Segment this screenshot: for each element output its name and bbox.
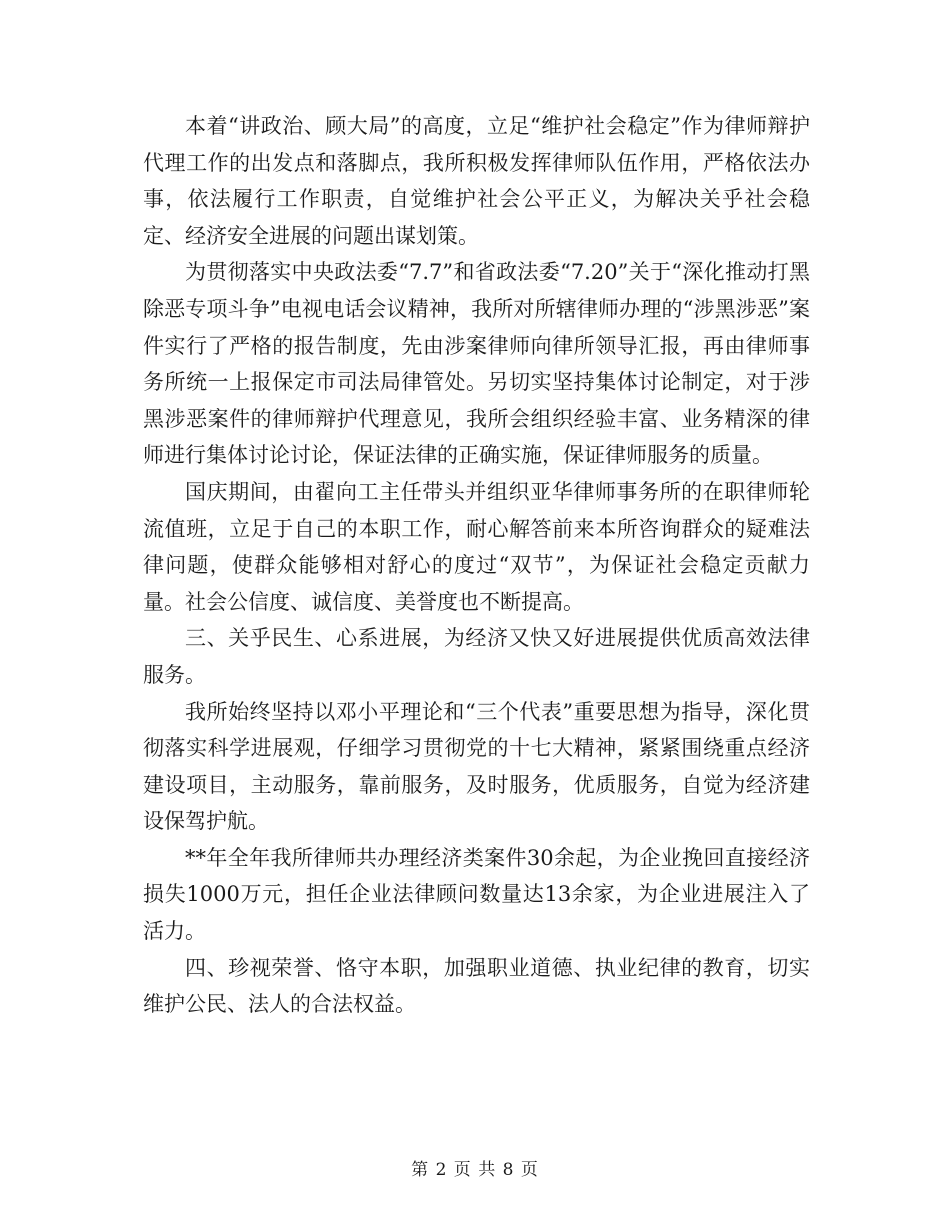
section-heading: 四、珍视荣誉、恪守本职，加强职业道德、执业纪律的教育，切实维护公民、法人的合法权益。	[143, 955, 810, 1017]
paragraph: 国庆期间，由翟向工主任带头并组织亚华律师事务所的在职律师轮流值班，立足于自己的本职工作，耐心解答前来本所咨询群众的疑难法律问题，使群众能够相对舒心的度过“双节”，为保证社会稳定贡献力量。社会公信度、诚信度、美誉度也不断提高。	[143, 479, 810, 614]
paragraph: 本着“讲政治、顾大局”的高度，立足“维护社会稳定”作为律师辩护代理工作的出发点和落脚点，我所积极发挥律师队伍作用，严格依法办事，依法履行工作职责，自觉维护社会公平正义，为解决关乎社会稳定、经济安全进展的问题出谋划策。	[143, 114, 810, 248]
section-heading: 三、关乎民生、心系进展，为经济又快又好进展提供优质高效法律服务。	[143, 626, 810, 687]
paragraph: 我所始终坚持以邓小平理论和“三个代表”重要思想为指导，深化贯彻落实科学进展观，仔细学习贯彻党的十七大精神，紧紧围绕重点经济建设项目，主动服务，靠前服务，及时服务，优质服务，自觉为经济建设保驾护航。	[143, 699, 810, 834]
paragraph: **年全年我所律师共办理经济类案件30余起，为企业挽回直接经济损失1000万元，担任企业法律顾问数量达13余家，为企业进展注入了活力。	[143, 845, 810, 944]
document-body	[143, 108, 810, 1023]
page-number-footer: 第 2 页 共 8 页	[411, 1160, 539, 1180]
paragraph: 为贯彻落实中央政法委“7.7”和省政法委“7.20”关于“深化推动打黑除恶专项斗争”电视电话会议精神，我所对所辖律师办理的“涉黑涉恶”案件实行了严格的报告制度，先由涉案律师向律所领导汇报，再由律师事务所统一上报保定市司法局律管处。另切实坚持集体讨论制定，对于涉黑涉恶案件的律师辩护代理意见，我所会组织经验丰富、业务精深的律师进行集体讨论讨论，保证法律的正确实施，保证律师服务的质量。	[143, 260, 810, 468]
